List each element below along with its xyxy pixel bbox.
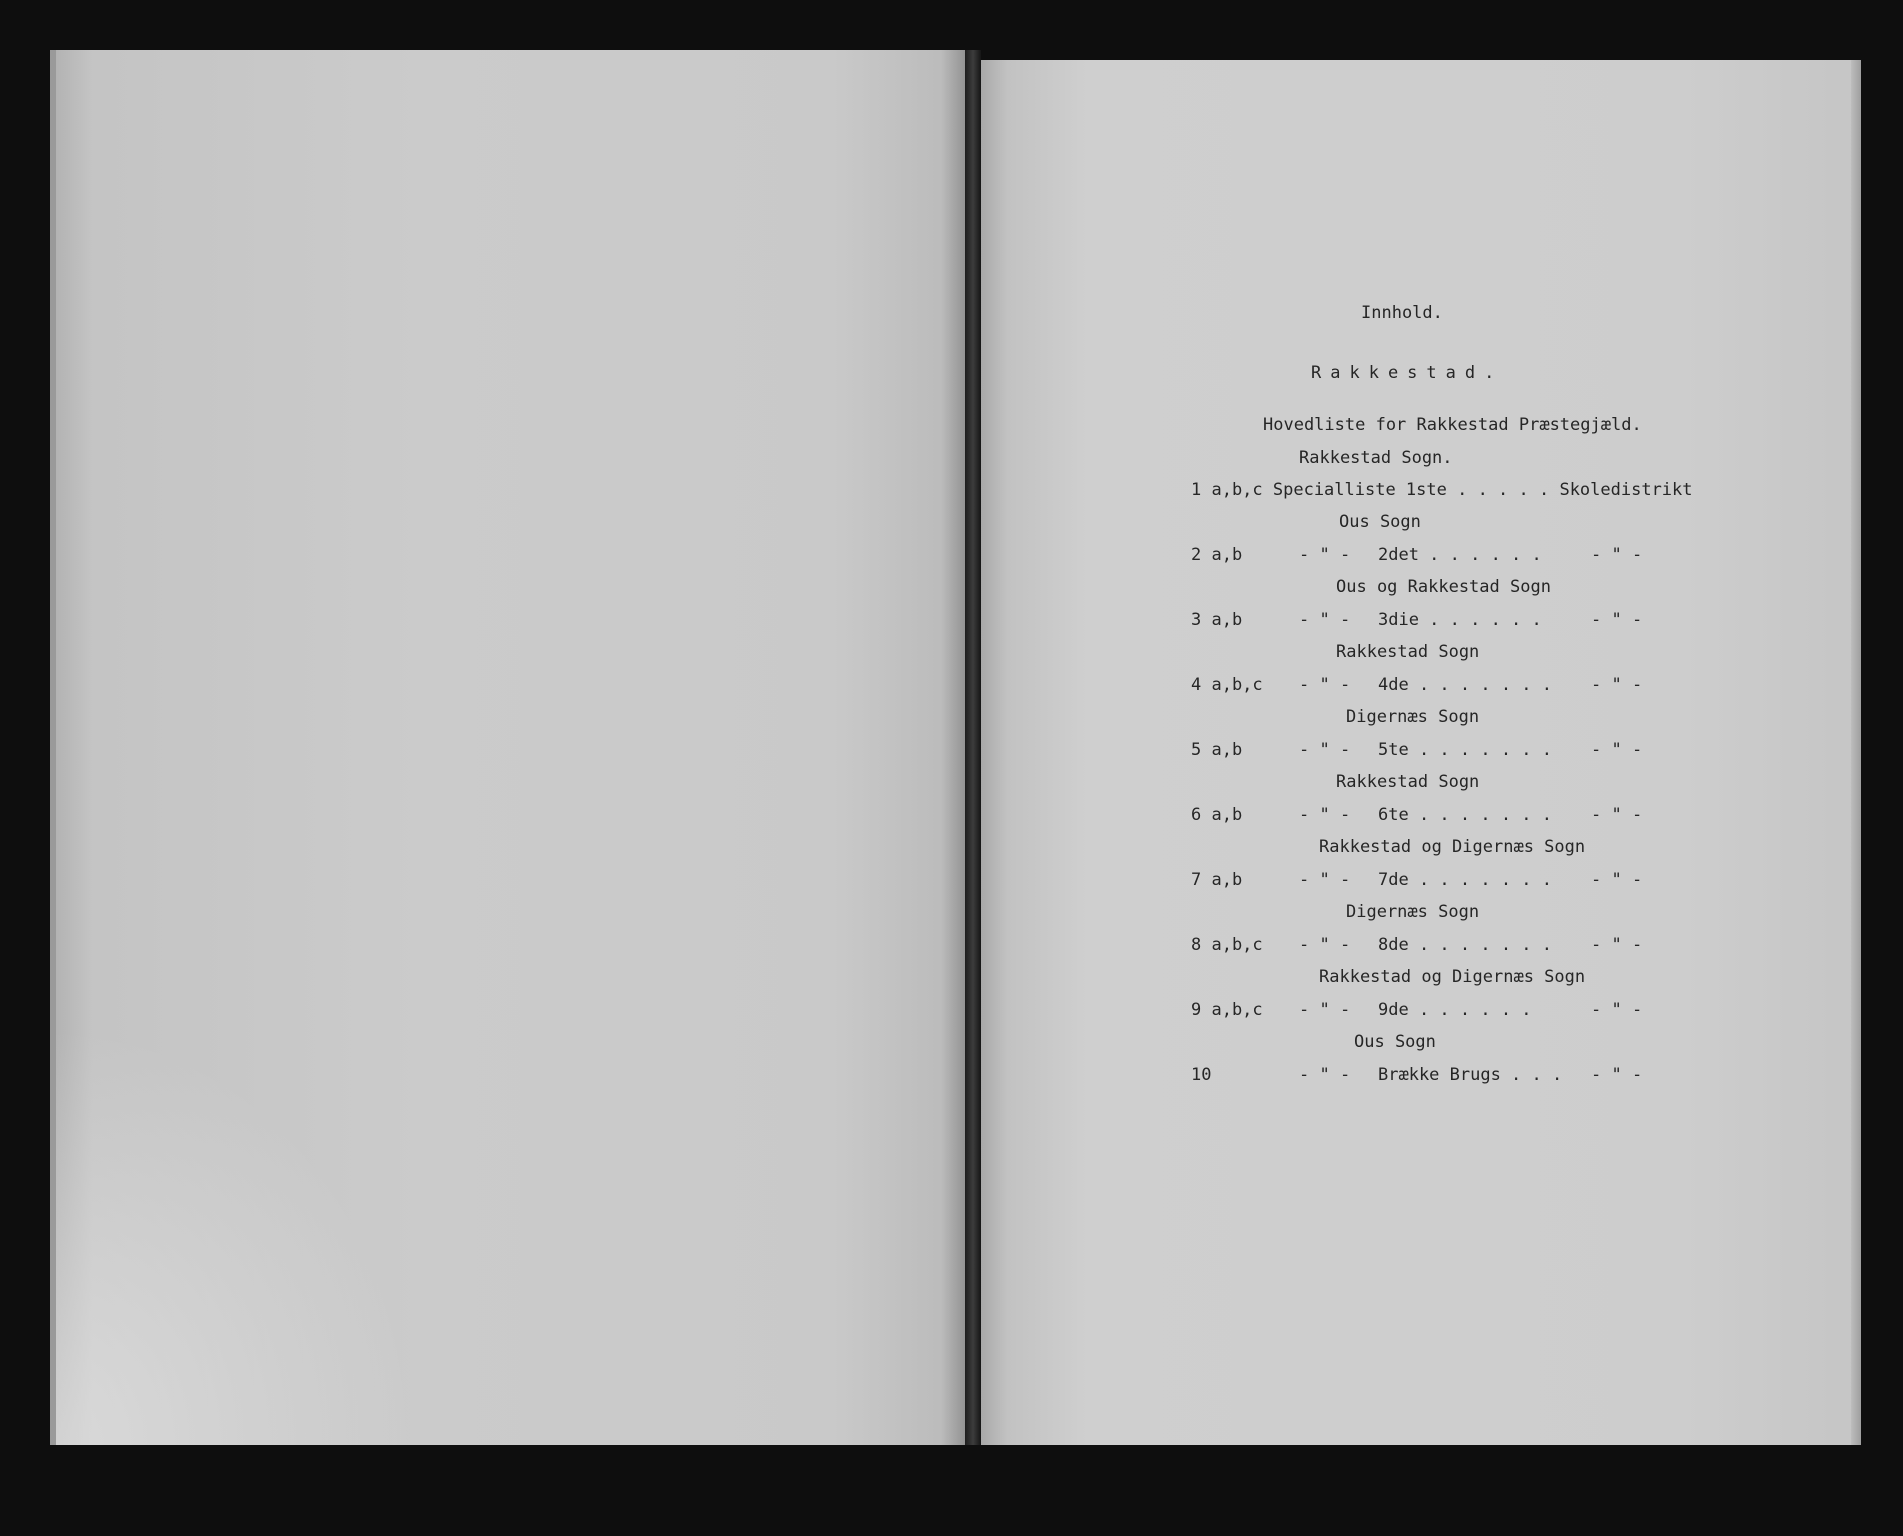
entry-ditto: - " - <box>1299 1065 1351 1085</box>
entry-ditto: - " - <box>1299 740 1351 760</box>
entry-number: 3 a,b <box>1191 610 1243 630</box>
entry-ordinal: 8de . . . . . . . <box>1378 935 1552 955</box>
entry-parish: Digernæs Sogn <box>1346 707 1480 727</box>
entry-number: 8 a,b,c <box>1191 935 1263 955</box>
entry-parish: Rakkestad og Digernæs Sogn <box>1319 967 1586 987</box>
entry-ditto-end: - " - <box>1591 610 1643 630</box>
entry-ditto-end: - " - <box>1591 805 1643 825</box>
entry-parish: Rakkestad Sogn <box>1336 772 1480 792</box>
right-page <box>981 60 1861 1445</box>
entry-ditto: - " - <box>1299 935 1351 955</box>
page-highlight <box>56 1025 416 1445</box>
entry-ditto-end: - " - <box>1591 740 1643 760</box>
entry-ordinal: 9de . . . . . . <box>1378 1000 1532 1020</box>
main-list-line: Hovedliste for Rakkestad Præstegjæld. <box>1263 415 1642 435</box>
entry-ditto: - " - <box>1299 805 1351 825</box>
entry-ordinal: 6te . . . . . . . <box>1378 805 1552 825</box>
left-page <box>50 50 971 1445</box>
place-name: Rakkestad. <box>1311 363 1504 383</box>
entry-ditto-end: - " - <box>1591 675 1643 695</box>
entry-parish: Rakkestad og Digernæs Sogn <box>1319 837 1586 857</box>
entry-number: 9 a,b,c <box>1191 1000 1263 1020</box>
entry-ordinal: 5te . . . . . . . <box>1378 740 1552 760</box>
first-parish: Rakkestad Sogn. <box>1299 448 1453 468</box>
entry-ordinal: Brække Brugs . . . <box>1378 1065 1563 1085</box>
entry-parish: Ous Sogn <box>1339 512 1421 532</box>
entry-ditto: - " - <box>1299 1000 1351 1020</box>
entry-number: 6 a,b <box>1191 805 1243 825</box>
first-entry: 1 a,b,c Specialliste 1ste . . . . . Skoledistrikt <box>1191 480 1693 500</box>
entry-ditto: - " - <box>1299 675 1351 695</box>
entry-ordinal: 3die . . . . . . <box>1378 610 1542 630</box>
book-gutter <box>965 50 981 1445</box>
toc-title: Innhold. <box>1361 303 1443 323</box>
entry-ordinal: 7de . . . . . . . <box>1378 870 1552 890</box>
entry-ditto: - " - <box>1299 610 1351 630</box>
entry-parish: Rakkestad Sogn <box>1336 642 1480 662</box>
entry-parish: Ous Sogn <box>1354 1032 1436 1052</box>
entry-ditto-end: - " - <box>1591 545 1643 565</box>
entry-ditto-end: - " - <box>1591 1065 1643 1085</box>
entry-ditto: - " - <box>1299 870 1351 890</box>
entry-number: 10 <box>1191 1065 1212 1085</box>
entry-ditto-end: - " - <box>1591 870 1643 890</box>
entry-number: 5 a,b <box>1191 740 1243 760</box>
entry-parish: Digernæs Sogn <box>1346 902 1480 922</box>
entry-ordinal: 2det . . . . . . <box>1378 545 1542 565</box>
entry-ditto-end: - " - <box>1591 935 1643 955</box>
page-edge <box>1851 60 1861 1445</box>
entry-parish: Ous og Rakkestad Sogn <box>1336 577 1551 597</box>
entry-number: 2 a,b <box>1191 545 1243 565</box>
entry-number: 4 a,b,c <box>1191 675 1263 695</box>
entry-ditto: - " - <box>1299 545 1351 565</box>
entry-ditto-end: - " - <box>1591 1000 1643 1020</box>
entry-number: 7 a,b <box>1191 870 1243 890</box>
entry-ordinal: 4de . . . . . . . <box>1378 675 1552 695</box>
